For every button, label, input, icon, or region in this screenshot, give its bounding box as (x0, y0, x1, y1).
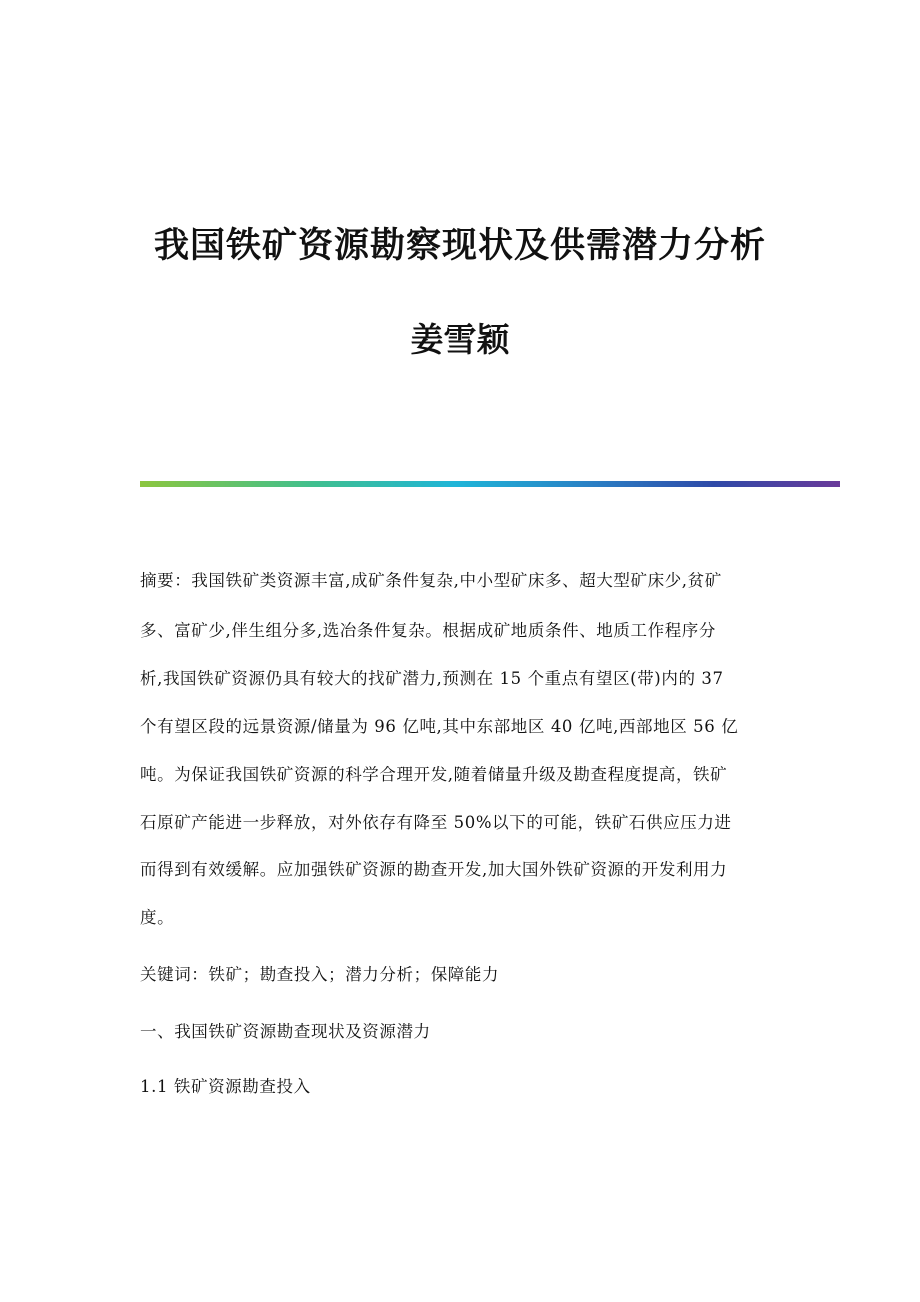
gradient-divider (140, 481, 840, 487)
section-heading: 一、我国铁矿资源勘查现状及资源潜力 (140, 1022, 431, 1041)
abstract-line: 石原矿产能进一步释放，对外依存有降至 50%以下的可能，铁矿石供应压力进 (140, 813, 732, 832)
abstract-line: 析,我国铁矿资源仍具有较大的找矿潜力,预测在 15 个重点有望区(带)内的 37 (140, 669, 724, 688)
subsection-heading: 1.1 铁矿资源勘查投入 (140, 1077, 311, 1096)
abstract-line: 个有望区段的远景资源/储量为 96 亿吨,其中东部地区 40 亿吨,西部地区 56 亿 (140, 717, 739, 736)
abstract-line: 而得到有效缓解。应加强铁矿资源的勘查开发,加大国外铁矿资源的开发利用力 (140, 860, 728, 879)
document-author: 姜雪颖 (410, 320, 510, 359)
abstract-line: 度。 (140, 908, 175, 927)
abstract-line: 摘要：我国铁矿类资源丰富,成矿条件复杂,中小型矿床多、超大型矿床少,贫矿 (140, 571, 722, 590)
document-title: 我国铁矿资源勘察现状及供需潜力分析 (153, 225, 766, 266)
abstract-line: 吨。为保证我国铁矿资源的科学合理开发,随着储量升级及勘查程度提高，铁矿 (140, 765, 728, 784)
keywords: 关键词：铁矿；勘查投入；潜力分析；保障能力 (140, 965, 500, 984)
abstract-line: 多、富矿少,伴生组分多,选冶条件复杂。根据成矿地质条件、地质工作程序分 (140, 621, 716, 640)
